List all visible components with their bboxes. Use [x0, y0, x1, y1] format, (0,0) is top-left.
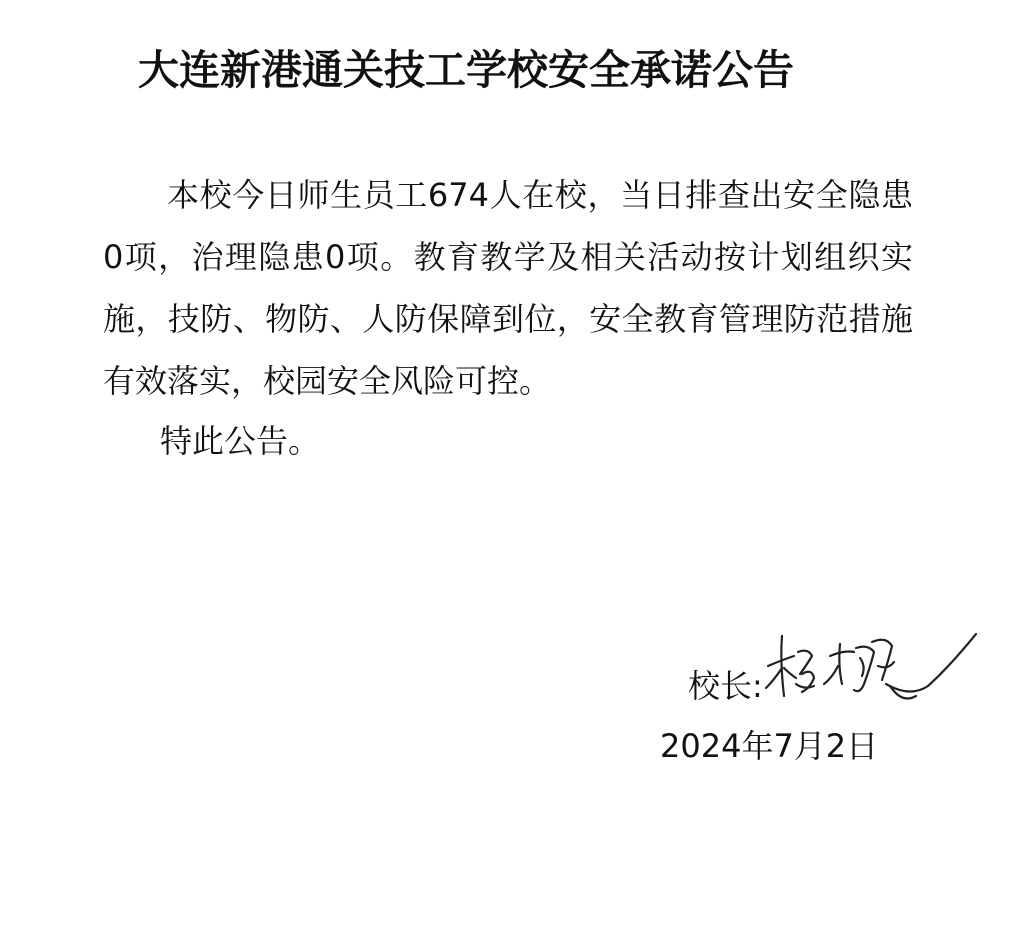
notice-closing: 特此公告。: [160, 422, 321, 460]
principal-label: 校长:: [688, 667, 763, 705]
handwritten-signature: [760, 622, 985, 712]
notice-title: 大连新港通关技工学校安全承诺公告: [138, 46, 794, 94]
notice-body: 本校今日师生员工674人在校，当日排查出安全隐患0项，治理隐患0项。教育教学及相关活动按计划组织实施，技防、物防、人防保障到位，安全教育管理防范措施有效落实，校园安全风险可控。: [103, 176, 913, 400]
notice-date: 2024年7月2日: [660, 727, 879, 765]
